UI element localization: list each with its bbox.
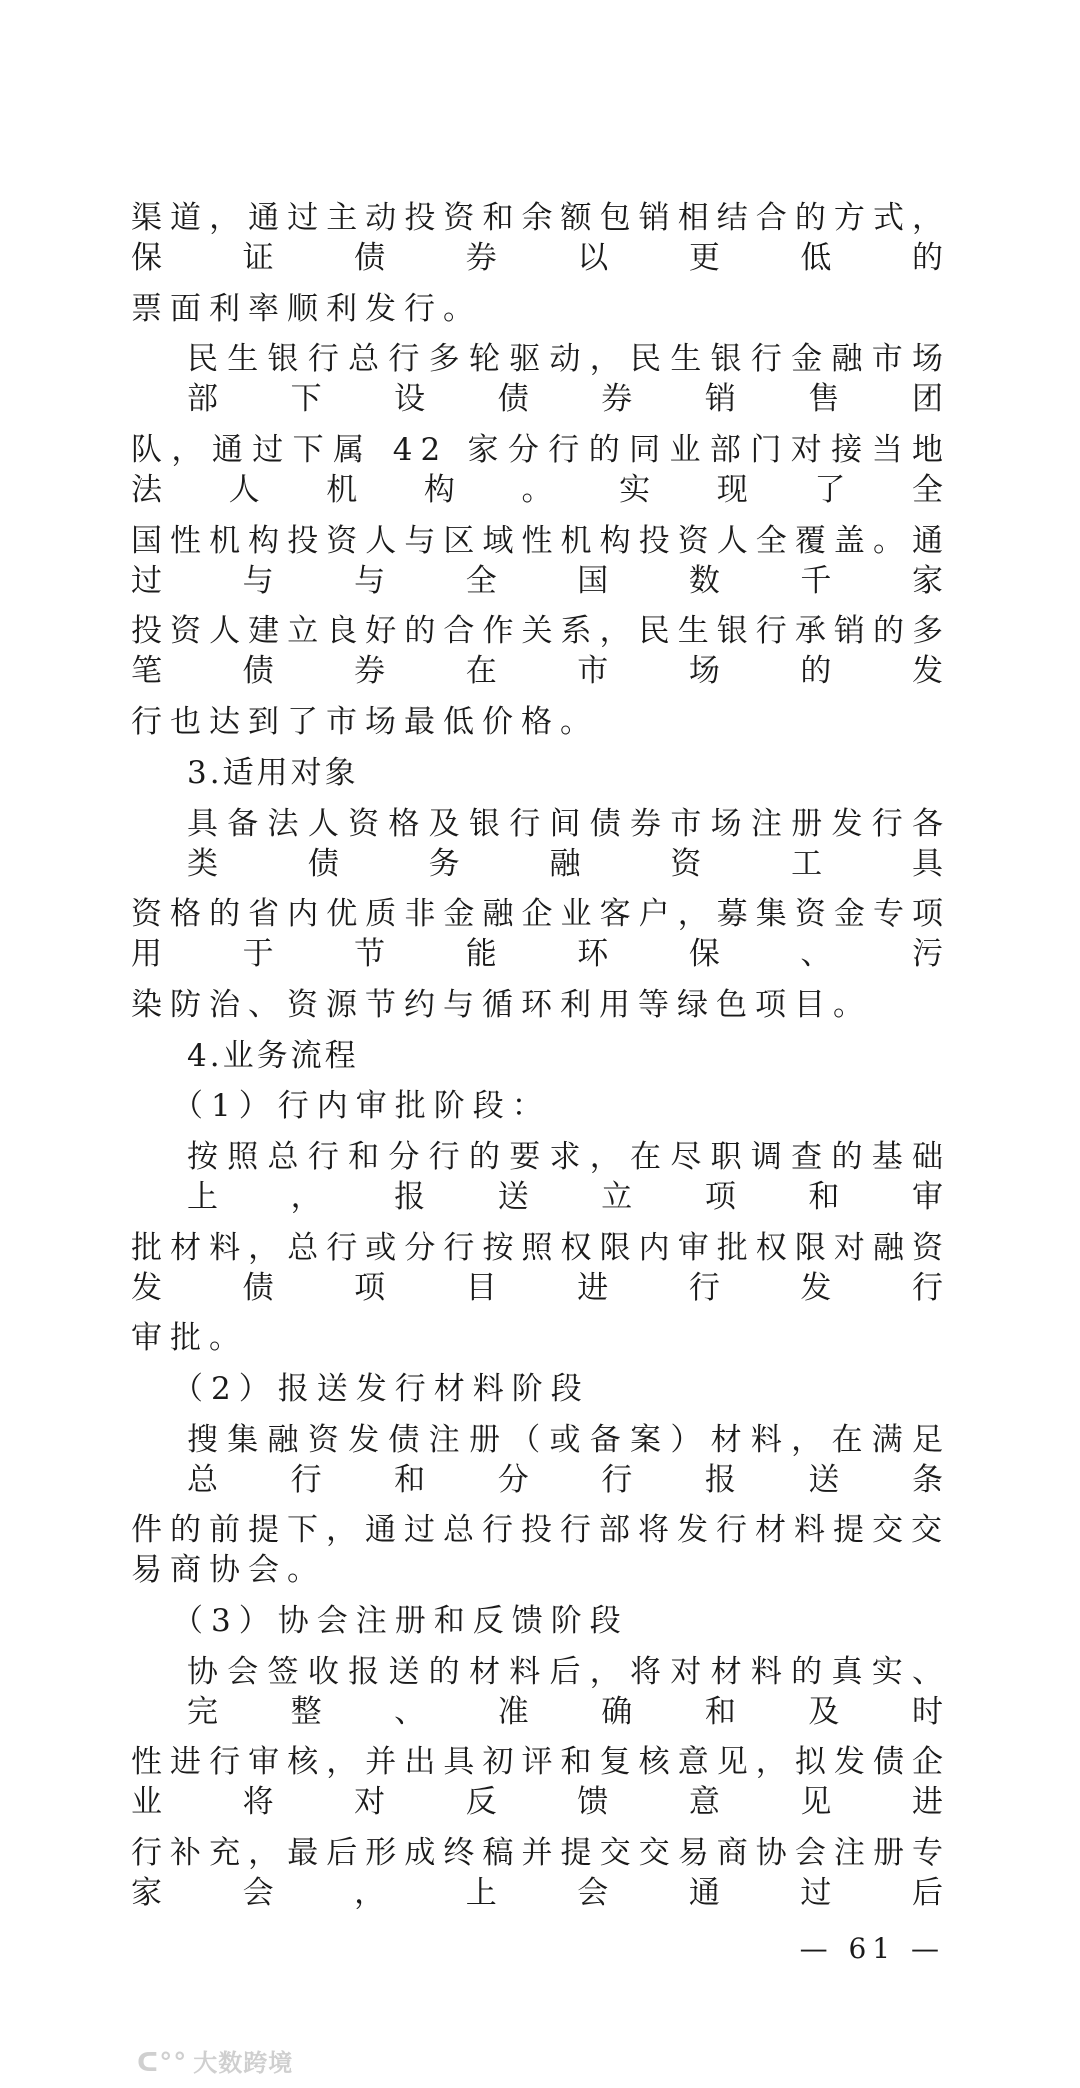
paragraph-line: 染防治、资源节约与循环利用等绿色项目。: [131, 986, 872, 1023]
paragraph-line: 件的前提下，通过总行投行部将发行材料提交交易商协会。: [131, 1512, 950, 1589]
paragraph-line: 资格的省内优质非金融企业客户，募集资金专项用于节能环保、污: [131, 896, 951, 973]
watermark-text: 大数跨境: [193, 2049, 294, 2078]
paragraph-line: 票面利率顺利发行。: [131, 290, 482, 327]
section-heading: 4.业务流程: [187, 1037, 359, 1074]
paragraph-line: 搜集融资发债注册（或备案）材料，在满足总行和分行报送条: [187, 1421, 951, 1498]
paragraph-line: 性进行审核，并出具初评和复核意见，拟发债企业将对反馈意见进: [131, 1744, 951, 1821]
paragraph-line: 审批。: [131, 1320, 248, 1357]
subsection-heading: （3）协会注册和反馈阶段: [172, 1603, 629, 1640]
paragraph-line: 投资人建立良好的合作关系，民生银行承销的多笔债券在市场的发: [131, 613, 951, 690]
paragraph-line: 渠道，通过主动投资和余额包销相结合的方式，保证债券以更低的: [131, 200, 951, 276]
paragraph-line: 国性机构投资人与区域性机构投资人全覆盖。通过与与全国数千家: [131, 522, 951, 599]
subsection-heading: （2）报送发行材料阶段: [172, 1371, 590, 1407]
page-number: — 61 —: [799, 1932, 945, 1966]
paragraph-line: 批材料，总行或分行按照权限内审批权限对融资发债项目进行发行: [131, 1229, 951, 1306]
paragraph-line: 行补充，最后形成终稿并提交交易商协会注册专家会，上会通过后: [131, 1835, 951, 1912]
watermark: [137, 2043, 951, 2078]
section-heading: 3.适用对象: [187, 754, 359, 791]
paragraph-line: 具备法人资格及银行间债券市场注册发行各类债务融资工具: [187, 805, 951, 882]
paragraph-line: 民生银行总行多轮驱动，民生银行金融市场部下设债券销售团: [187, 341, 951, 418]
paragraph-line: 按照总行和分行的要求，在尽职调查的基础上，报送立项和审: [187, 1138, 951, 1215]
paragraph-line: 行也达到了市场最低价格。: [131, 704, 599, 741]
paragraph-line: 协会签收报送的材料后，将对材料的真实、完整、准确和及时: [187, 1653, 951, 1730]
watermark-logo-icon: ᑕ°°: [137, 2048, 188, 2079]
subsection-heading: （1）行内审批阶段：: [172, 1088, 551, 1125]
paragraph-line: 队，通过下属 42 家分行的同业部门对接当地法人机构。实现了全: [131, 432, 951, 509]
